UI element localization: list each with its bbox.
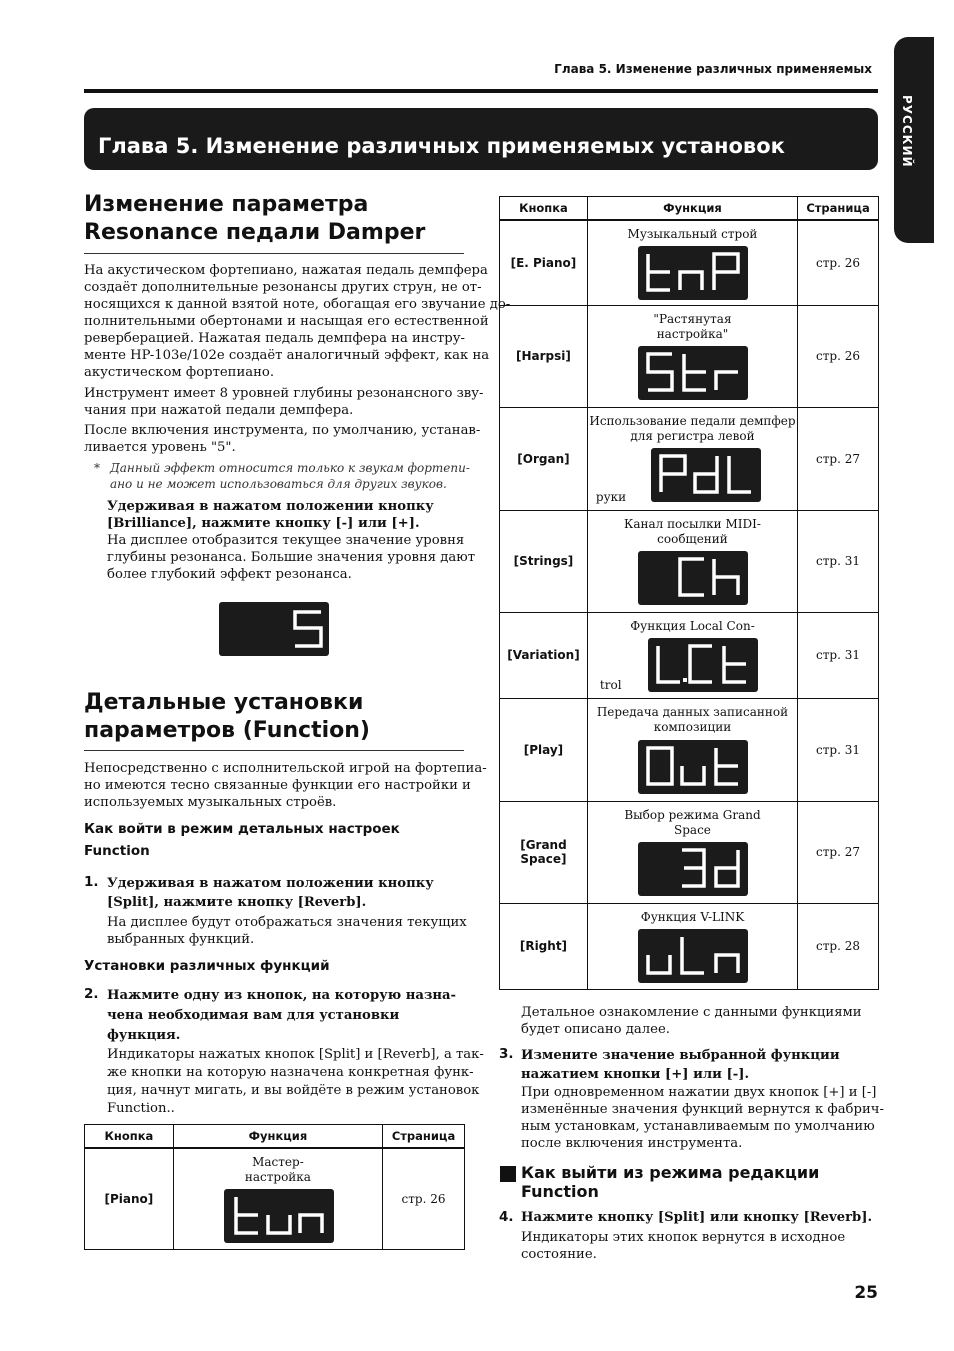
function-cell [173,1148,382,1249]
col-header-function: Функция [587,197,797,221]
step4-number: 4. [499,1209,514,1225]
chapter-banner [84,108,878,170]
page-number: 25 [854,1283,878,1303]
function-cell [587,305,797,407]
step1-text: На дисплее будут отображаться значения текущих выбранных функций. [107,915,467,947]
lcd-text-uln [638,929,748,983]
function-desc: Функция Local Con- [630,618,755,633]
step3-text: При одновременном нажатии двух кнопок [+] и [-] изменённые значения функций вернутся к фабрич- ным установкам, устанавливаемым по умолчанию после включения инструмента. [521,1085,884,1151]
function-desc: Музыкальный строй [627,227,758,241]
function-cell [587,220,797,305]
col-header-button: Кнопка [85,1125,174,1149]
after-table-text: Детальное ознакомление с данными функциями будет описано далее. [521,1005,862,1037]
lcd-display [224,1189,334,1243]
lcd-text-3d [638,842,748,896]
page-ref: стр. 27 [798,407,879,510]
section1-note: Данный эффект относится только к звукам фортепи- ано и не может использоваться для других звуков. [110,461,470,491]
section2-rule [84,750,464,751]
function-cell [587,510,797,612]
lcd-display [651,448,761,502]
section1-instruction-text: На дисплее отобразится текущее значение уровня глубины резонанса. Большие значения уровня дают более глубокий эффект резонанса. [107,533,476,582]
step2-text: Индикаторы нажатых кнопок [Split] и [Reverb], а так- же кнопки на которую назначена конкретная функ- ция, начнут мигать, и вы войдёте в режим установок Function.. [107,1047,484,1116]
section1-p3: После включения инструмента, по умолчанию, устанав- ливается уровень "5". [84,423,481,455]
function-desc: Канал посылки MIDI- сообщений [624,516,761,546]
lcd-digit-5 [219,602,329,656]
col-header-page: Страница [798,197,879,221]
function-desc-tail: trol [599,677,622,692]
step1-number: 1. [84,874,99,890]
step1-instruction: Удерживая в нажатом положении кнопку [Split], нажмите кнопку [Reverb]. [107,876,434,910]
language-tab [894,37,934,243]
table-row [500,305,879,407]
function-cell [587,801,797,903]
button-name: [Strings] [500,510,588,612]
lcd-display [638,551,748,605]
lcd-text-tnp [638,246,748,300]
page-ref: стр. 28 [798,903,879,989]
lcd-text-lct [648,638,758,692]
table-row [500,801,879,903]
top-rule [84,89,878,93]
page-ref: стр. 27 [798,801,879,903]
page-ref: стр. 26 [798,220,879,305]
function-table-left [84,1124,465,1250]
table-row [500,903,879,989]
button-name: [E. Piano] [500,220,588,305]
col-header-page: Страница [383,1125,465,1149]
lcd-display [638,246,748,300]
function-cell [587,698,797,801]
step2-number: 2. [84,986,99,1002]
language-tab-label: РУССКИЙ [900,95,914,168]
button-name: [Play] [500,698,588,801]
page-ref: стр. 26 [798,305,879,407]
function-desc: "Растянутая настройка" [653,311,732,341]
page-ref: стр. 26 [383,1148,465,1249]
table-row [500,407,879,510]
function-desc-tail: руки [595,489,627,504]
function-desc: Передача данных записанной композиции [596,704,789,734]
step2-instruction: Нажмите одну из кнопок, на которую назна- чена необходимая вам для установки функция. [107,988,457,1043]
step3-instruction: Измените значение выбранной функции нажатием кнопки [+] или [-]. [521,1048,840,1082]
step4-instruction: Нажмите кнопку [Split] или кнопку [Reverb]. [521,1210,873,1225]
lcd-text-ch [638,551,748,605]
page-ref: стр. 31 [798,510,879,612]
lcd-display [638,842,748,896]
col-header-function: Функция [173,1125,382,1149]
exit-function-heading: Как выйти из режима редакции Function [521,1163,820,1201]
lcd-display [638,346,748,400]
button-name: [Right] [500,903,588,989]
function-desc: Использование педали демпфер для регистра левой [589,413,796,443]
chapter-title: Глава 5. Изменение различных применяемых установок [98,134,785,158]
function-table-right [499,196,879,990]
section1-p2: Инструмент имеет 8 уровней глубины резонансного зву- чания при нажатой педали демпфера. [84,386,484,418]
section2-title: Детальные установки параметров (Function) [84,690,370,743]
page-ref: стр. 31 [798,698,879,801]
running-head: Глава 5. Изменение различных применяемых [554,62,872,76]
step3-number: 3. [499,1046,514,1062]
function-cell [587,612,797,698]
lcd-display [638,929,748,983]
section1-instruction: Удерживая в нажатом положении кнопку [Brilliance], нажмите кнопку [-] или [+]. [107,499,434,531]
function-cell [587,407,797,510]
button-name: [Piano] [85,1148,174,1249]
function-desc: Мастер- настройка [244,1155,311,1184]
heading-marker [500,1166,516,1182]
function-desc: Выбор режима Grand Space [624,807,761,837]
lcd-text-str [638,346,748,400]
note-marker: * [94,461,100,475]
set-functions-heading: Установки различных функций [84,958,330,974]
function-desc: Функция V-LINK [640,909,745,924]
lcd-display [638,740,748,794]
section2-intro: Непосредственно с исполнительской игрой на фортепиа- но имеются тесно связанные функции его настройки и используемых музыкальных строёв. [84,761,487,810]
section1-p1: На акустическом фортепиано, нажатая педаль демпфера создаёт дополнительные резонансы других струн, не от- носящихся к данной взятой ноте, обогащая его звучание до- полнительными обертонами и насыщая его естественной реверберацией. Нажатая педаль демпфера на инстру- менте HP-103e/102e создаёт аналогичный эффект, как на акустическом фортепиано. [84,263,511,380]
table-row [500,510,879,612]
lcd-text-pdl [651,448,761,502]
button-name: [Harpsi] [500,305,588,407]
enter-function-heading: Как войти в режим детальных настроек Function [84,821,400,859]
section1-rule [84,253,464,254]
button-name: [Grand Space] [500,801,588,903]
page-ref: стр. 31 [798,612,879,698]
lcd-display-resonance [219,602,329,656]
section1-title: Изменение параметра Resonance педали Damper [84,192,426,245]
table-row [500,220,879,305]
function-cell [587,903,797,989]
button-name: [Organ] [500,407,588,510]
table-row [500,698,879,801]
lcd-display [648,638,758,692]
table-row [500,612,879,698]
lcd-text-out [638,740,748,794]
step4-text: Индикаторы этих кнопок вернутся в исходное состояние. [521,1230,846,1262]
button-name: [Variation] [500,612,588,698]
table-row [85,1148,465,1249]
col-header-button: Кнопка [500,197,588,221]
lcd-text-tun [224,1189,334,1243]
